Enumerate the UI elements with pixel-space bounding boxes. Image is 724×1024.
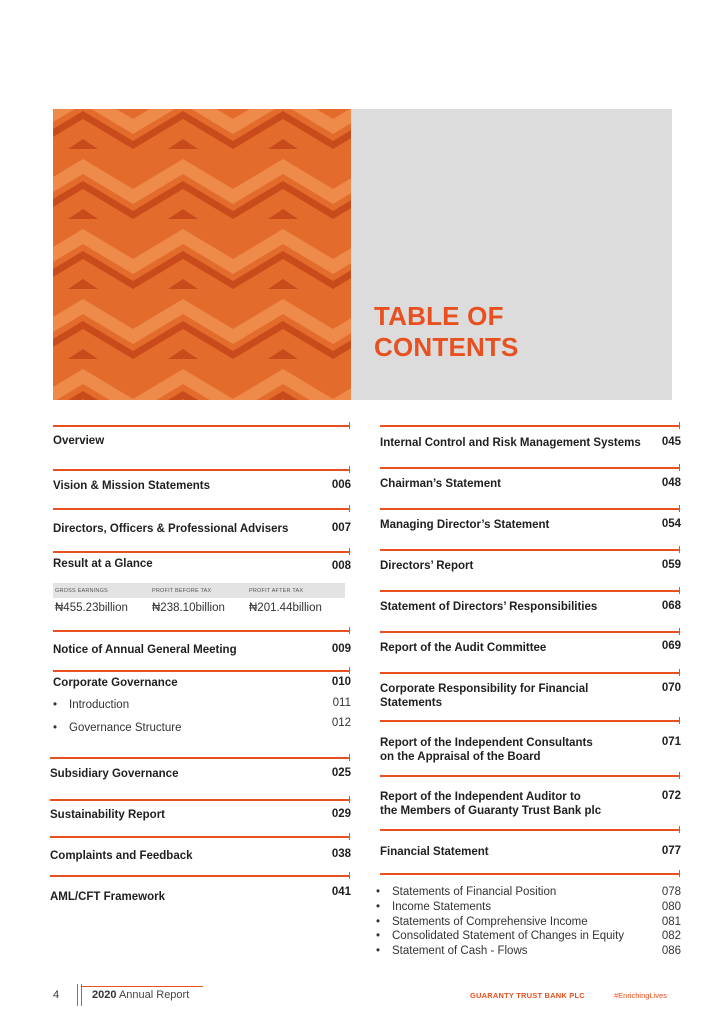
toc-page: 008 [331, 560, 351, 572]
toc-page: 054 [661, 518, 681, 530]
toc-page: 006 [331, 479, 351, 491]
title-line-1: TABLE OF [374, 301, 504, 331]
toc-entry-corporate-responsibility[interactable] [380, 682, 588, 710]
toc-page: 059 [661, 559, 681, 571]
divider [53, 508, 349, 510]
toc-entry-line: Report of the Independent Consultants [380, 737, 593, 749]
divider [50, 799, 349, 801]
toc-subpage: 086 [661, 945, 681, 957]
toc-entry-aml[interactable]: AML/CFT Framework [50, 891, 166, 903]
divider [380, 631, 679, 633]
toc-entry-vision[interactable]: Vision & Mission Statements [53, 480, 210, 492]
toc-entry-agm[interactable]: Notice of Annual General Meeting [53, 644, 237, 656]
toc-entry-line: Report of the Independent Auditor to [380, 791, 581, 803]
divider [380, 775, 679, 777]
divider [380, 829, 679, 831]
toc-entry-directors-report[interactable]: Directors’ Report [380, 560, 474, 572]
toc-entry-line: Statements [380, 697, 442, 709]
toc-page: 009 [331, 643, 351, 655]
toc-page: 010 [331, 676, 351, 688]
title-line-2: CONTENTS [374, 332, 519, 362]
toc-entry-auditor[interactable] [380, 790, 601, 818]
divider [53, 630, 349, 632]
toc-page: 070 [661, 682, 681, 694]
toc-entry-sustainability[interactable]: Sustainability Report [50, 809, 166, 821]
toc-subentry[interactable]: • Statement of Cash - Flows [392, 945, 528, 957]
result-stats [53, 583, 345, 615]
divider [380, 590, 679, 592]
toc-entry-md[interactable]: Managing Director’s Statement [380, 519, 550, 531]
toc-entry-line: on the Appraisal of the Board [380, 751, 541, 763]
toc-subpage: 078 [661, 886, 681, 898]
footer-divider [81, 984, 82, 1006]
divider [380, 467, 679, 469]
footer-divider [77, 984, 78, 1006]
toc-page: 038 [331, 848, 351, 860]
divider [380, 549, 679, 551]
toc-entry-chairman[interactable]: Chairman’s Statement [380, 478, 501, 490]
toc-page: 029 [331, 808, 351, 820]
stat-value: ₦238.10billion [152, 602, 225, 614]
toc-entry-financial-statement[interactable]: Financial Statement [380, 846, 489, 858]
toc-page: 007 [331, 522, 351, 534]
toc-subpage: 082 [661, 930, 681, 942]
toc-entry-directors[interactable]: Directors, Officers & Professional Advisers [53, 523, 289, 535]
page-title [374, 301, 654, 363]
toc-subentry[interactable]: • Statements of Financial Position [392, 886, 556, 898]
toc-entry-audit[interactable]: Report of the Audit Committee [380, 642, 547, 654]
toc-subentry[interactable]: • Introduction [69, 699, 129, 711]
divider [53, 670, 349, 672]
divider [50, 875, 349, 877]
toc-subentry[interactable]: • Statements of Comprehensive Income [392, 916, 588, 928]
toc-entry-complaints[interactable]: Complaints and Feedback [50, 850, 193, 862]
toc-subpage: 011 [332, 697, 351, 709]
divider [53, 469, 349, 471]
toc-page: 068 [661, 600, 681, 612]
toc-entry-overview[interactable]: Overview [53, 435, 105, 447]
toc-entry-subsidiary[interactable]: Subsidiary Governance [50, 768, 179, 780]
hashtag: #EnrichingLives [614, 991, 667, 1000]
toc-entry-consultants[interactable] [380, 736, 593, 764]
stat-label: GROSS EARNINGS [55, 588, 108, 594]
bank-name: GUARANTY TRUST BANK PLC [470, 991, 585, 1000]
stat-value: ₦455.23billion [55, 602, 128, 614]
toc-page: 072 [661, 790, 681, 802]
toc-page: 045 [661, 436, 681, 448]
toc-entry-result[interactable]: Result at a Glance [53, 558, 153, 570]
report-year: 2020 [92, 989, 117, 1001]
toc-entry-line: the Members of Guaranty Trust Bank plc [380, 805, 602, 817]
divider [53, 425, 349, 427]
toc-entry-responsibilities[interactable]: Statement of Directors’ Responsibilities [380, 601, 598, 613]
toc-subpage: 012 [331, 717, 351, 729]
toc-subpage: 080 [661, 901, 681, 913]
report-name: Annual Report [118, 989, 190, 1001]
page-number: 4 [53, 989, 60, 1001]
toc-subentry[interactable]: • Consolidated Statement of Changes in Equity [392, 930, 624, 942]
divider [380, 672, 679, 674]
toc-page: 077 [661, 845, 681, 857]
stat-value: ₦201.44billion [249, 602, 322, 614]
toc-page: 069 [661, 640, 681, 652]
divider [53, 551, 349, 553]
divider [380, 873, 679, 875]
toc-page: 025 [331, 767, 351, 779]
divider [380, 425, 679, 427]
stat-label: PROFIT AFTER TAX [249, 588, 304, 594]
divider [50, 836, 349, 838]
toc-subpage: 081 [661, 916, 681, 928]
toc-subentry[interactable]: • Governance Structure [69, 722, 182, 734]
footer-rule [81, 986, 203, 987]
toc-subentry[interactable]: • Income Statements [392, 901, 491, 913]
chevron-pattern [53, 109, 351, 400]
stat-label: PROFIT BEFORE TAX [152, 588, 212, 594]
report-title [92, 989, 189, 1001]
toc-entry-line: Corporate Responsibility for Financial [380, 683, 589, 695]
toc-entry-internal-control[interactable]: Internal Control and Risk Management Systems [380, 437, 641, 449]
hero-banner [53, 109, 672, 400]
divider [50, 757, 349, 759]
divider [380, 508, 679, 510]
toc-page: 041 [331, 886, 351, 898]
chevron-pattern-graphic [53, 109, 351, 400]
toc-page: 071 [661, 736, 681, 748]
divider [380, 720, 679, 722]
toc-entry-corporate-governance[interactable]: Corporate Governance [53, 677, 178, 689]
toc-page: 048 [661, 477, 681, 489]
